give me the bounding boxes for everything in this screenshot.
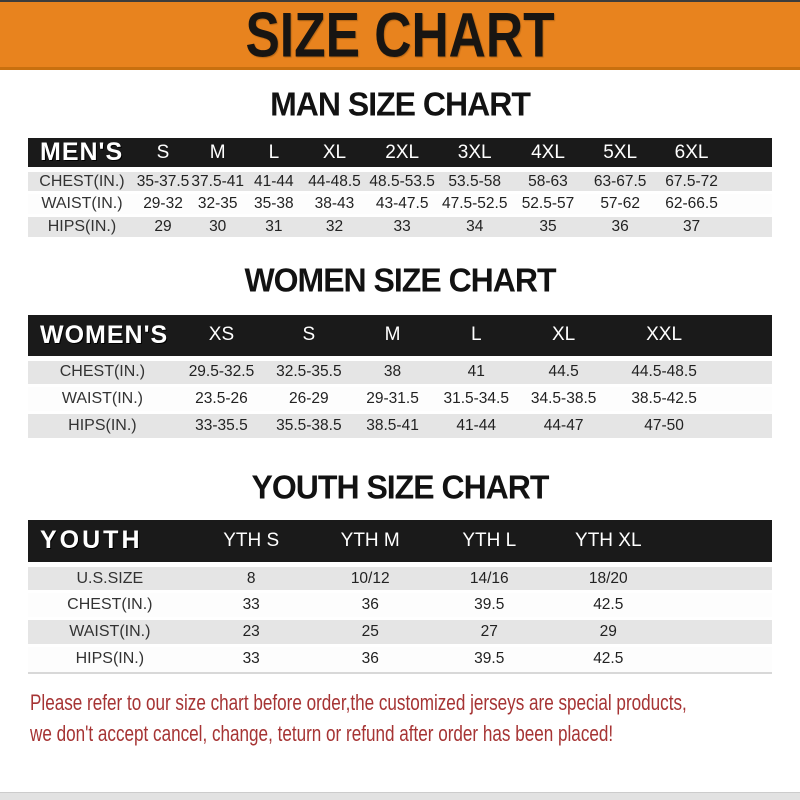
women-col-header: XXL [608, 315, 720, 358]
men-col-header: 6XL [656, 138, 727, 170]
men-header-row [28, 138, 772, 170]
men-chest-row [28, 170, 772, 193]
cell: 52.5-57 [512, 193, 585, 216]
row-label: HIPS(IN.) [28, 412, 177, 439]
cell: 57-62 [584, 193, 655, 216]
spacer-cell [727, 170, 772, 193]
cell: 39.5 [430, 592, 549, 619]
spacer-cell [720, 315, 772, 358]
cell: 25 [311, 619, 430, 646]
men-hips-row [28, 216, 772, 239]
women-hips-row [28, 412, 772, 439]
cell: 63-67.5 [584, 170, 655, 193]
banner [0, 2, 800, 70]
youth-col-header: YTH XL [549, 520, 668, 565]
spacer-cell [668, 646, 772, 673]
cell: 38.5-42.5 [608, 385, 720, 412]
spacer-cell [668, 619, 772, 646]
cell: 35 [512, 216, 585, 239]
cell: 18/20 [549, 565, 668, 592]
cell: 42.5 [549, 592, 668, 619]
men-corner-label: MEN'S [28, 138, 136, 170]
spacer-cell [720, 412, 772, 439]
cell: 42.5 [549, 646, 668, 673]
footer-notice [0, 687, 800, 749]
women-col-header: XS [177, 315, 266, 358]
notice-line-1: Please refer to our size chart before order,the customized jerseys are special products, [30, 689, 687, 715]
spacer-cell [668, 565, 772, 592]
man-section-heading: MAN SIZE CHART [270, 85, 530, 123]
cell: 36 [311, 646, 430, 673]
spacer-cell [727, 216, 772, 239]
cell: 33 [192, 592, 311, 619]
cell: 29.5-32.5 [177, 358, 266, 385]
cell: 38.5-41 [352, 412, 434, 439]
cell: 33 [192, 646, 311, 673]
men-col-header: 2XL [366, 138, 437, 170]
cell: 30 [190, 216, 245, 239]
youth-waist-row [28, 619, 772, 646]
men-col-header: L [245, 138, 302, 170]
youth-col-header: YTH S [192, 520, 311, 565]
youth-section-heading: YOUTH SIZE CHART [251, 467, 549, 506]
men-waist-row [28, 193, 772, 216]
cell: 41-44 [245, 170, 302, 193]
youth-header-row [28, 520, 772, 565]
cell: 38-43 [303, 193, 367, 216]
women-corner-label: WOMEN'S [28, 315, 177, 358]
spacer-cell [720, 358, 772, 385]
cell: 43-47.5 [366, 193, 437, 216]
cell: 27 [430, 619, 549, 646]
cell: 35-38 [245, 193, 302, 216]
cell: 26-29 [266, 385, 352, 412]
women-col-header: S [266, 315, 352, 358]
spacer-cell [668, 592, 772, 619]
youth-ussize-row [28, 565, 772, 592]
row-label: HIPS(IN.) [28, 216, 136, 239]
row-label: CHEST(IN.) [28, 358, 177, 385]
banner-title: SIZE CHART [245, 0, 555, 70]
row-label: WAIST(IN.) [28, 385, 177, 412]
women-col-header: M [352, 315, 434, 358]
cell: 29 [136, 216, 190, 239]
spacer-cell [720, 385, 772, 412]
women-waist-row [28, 385, 772, 412]
men-col-header: XL [303, 138, 367, 170]
cell: 23.5-26 [177, 385, 266, 412]
men-col-header: 3XL [438, 138, 512, 170]
cell: 33 [366, 216, 437, 239]
men-col-header: 5XL [584, 138, 655, 170]
cell: 34 [438, 216, 512, 239]
spacer-cell [727, 138, 772, 170]
youth-chest-row [28, 592, 772, 619]
cell: 35.5-38.5 [266, 412, 352, 439]
cell: 33-35.5 [177, 412, 266, 439]
youth-col-header: YTH L [430, 520, 549, 565]
youth-corner-label: YOUTH [28, 520, 192, 565]
row-label: WAIST(IN.) [28, 193, 136, 216]
row-label: WAIST(IN.) [28, 619, 192, 646]
cell: 35-37.5 [136, 170, 190, 193]
cell: 39.5 [430, 646, 549, 673]
women-size-table [28, 315, 772, 441]
cell: 44-48.5 [303, 170, 367, 193]
cell: 67.5-72 [656, 170, 727, 193]
cell: 8 [192, 565, 311, 592]
cell: 37 [656, 216, 727, 239]
cell: 44.5 [519, 358, 608, 385]
cell: 29-31.5 [352, 385, 434, 412]
cell: 47-50 [608, 412, 720, 439]
cell: 41 [433, 358, 519, 385]
row-label: U.S.SIZE [28, 565, 192, 592]
cell: 32 [303, 216, 367, 239]
notice-line-2: we don't accept cancel, change, teturn or refund after order has been placed! [30, 720, 614, 746]
bottom-strip [0, 792, 800, 800]
spacer-cell [668, 520, 772, 565]
cell: 58-63 [512, 170, 585, 193]
women-section-heading: WOMEN SIZE CHART [244, 261, 556, 299]
cell: 29-32 [136, 193, 190, 216]
cell: 31 [245, 216, 302, 239]
cell: 14/16 [430, 565, 549, 592]
cell: 29 [549, 619, 668, 646]
cell: 44.5-48.5 [608, 358, 720, 385]
cell: 62-66.5 [656, 193, 727, 216]
row-label: CHEST(IN.) [28, 592, 192, 619]
cell: 48.5-53.5 [366, 170, 437, 193]
cell: 38 [352, 358, 434, 385]
cell: 53.5-58 [438, 170, 512, 193]
cell: 10/12 [311, 565, 430, 592]
cell: 32.5-35.5 [266, 358, 352, 385]
women-header-row [28, 315, 772, 358]
women-chest-row [28, 358, 772, 385]
cell: 31.5-34.5 [433, 385, 519, 412]
cell: 36 [311, 592, 430, 619]
row-label: CHEST(IN.) [28, 170, 136, 193]
men-col-header: M [190, 138, 245, 170]
youth-hips-row [28, 646, 772, 673]
women-col-header: L [433, 315, 519, 358]
men-col-header: S [136, 138, 190, 170]
cell: 37.5-41 [190, 170, 245, 193]
youth-col-header: YTH M [311, 520, 430, 565]
women-col-header: XL [519, 315, 608, 358]
men-size-table [28, 138, 772, 240]
cell: 47.5-52.5 [438, 193, 512, 216]
spacer-cell [727, 193, 772, 216]
cell: 34.5-38.5 [519, 385, 608, 412]
cell: 36 [584, 216, 655, 239]
row-label: HIPS(IN.) [28, 646, 192, 673]
cell: 32-35 [190, 193, 245, 216]
men-col-header: 4XL [512, 138, 585, 170]
cell: 41-44 [433, 412, 519, 439]
cell: 44-47 [519, 412, 608, 439]
cell: 23 [192, 619, 311, 646]
youth-size-table [28, 520, 772, 674]
